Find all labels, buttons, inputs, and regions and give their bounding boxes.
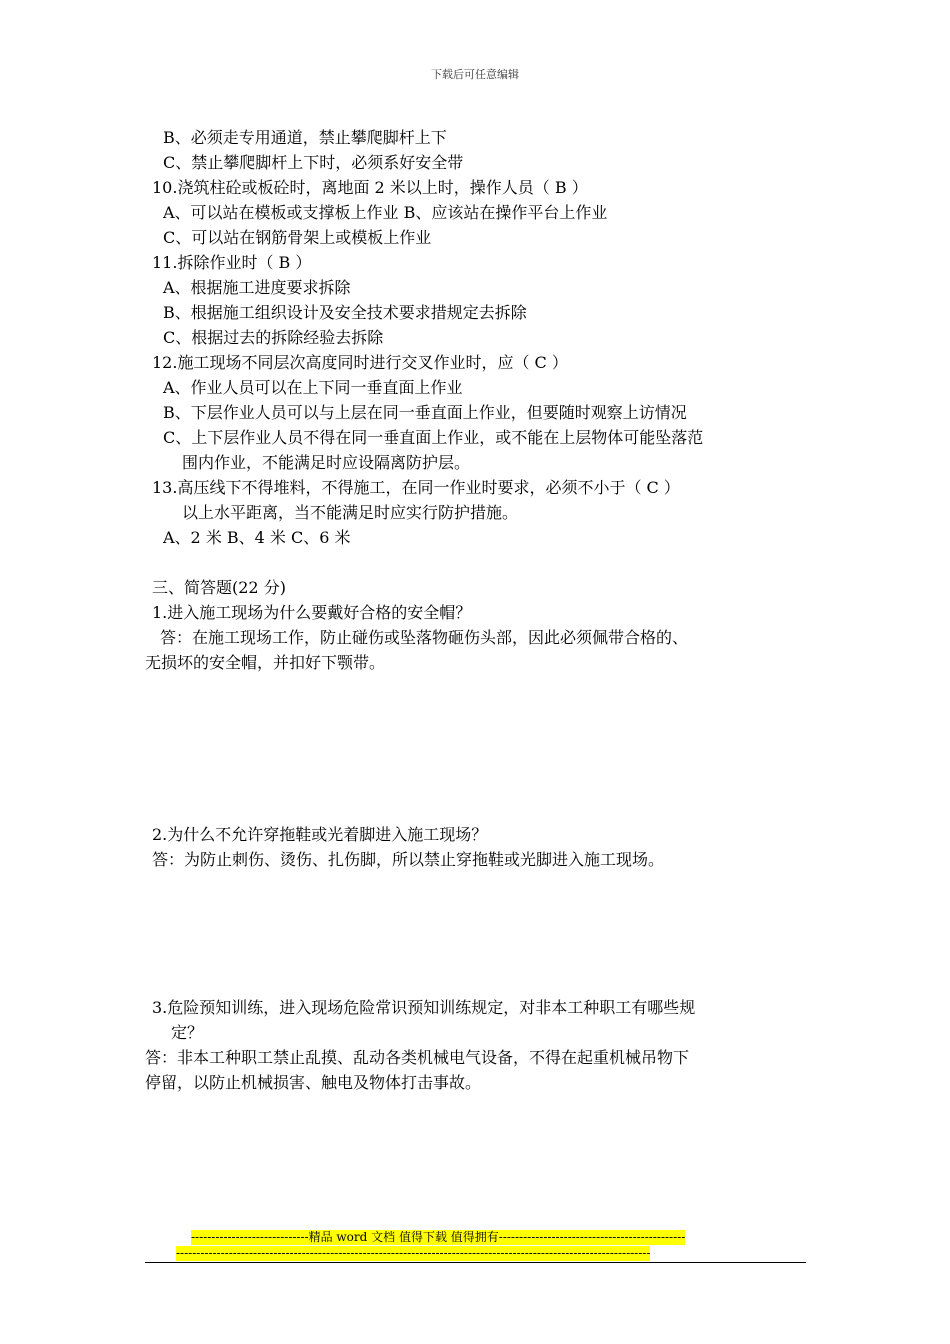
- question-13-cont: 以上水平距离，当不能满足时应实行防护措施。: [182, 503, 519, 522]
- question-12: 12.施工现场不同层次高度同时进行交叉作业时，应（ C ）: [152, 353, 568, 372]
- question-12-option-a: A、作业人员可以在上下同一垂直面上作业: [163, 378, 463, 397]
- footer-banner-line-1: -----------------------------精品 word 文档 值得下载 值得拥有----------------------------------------------: [191, 1230, 686, 1244]
- answer-1-line-1: 答：在施工现场工作，防止碰伤或坠落物砸伤头部，因此必须佩带合格的、: [160, 628, 689, 647]
- answer-3-line-1: 答：非本工种职工禁止乱摸、乱动各类机械电气设备，不得在起重机械吊物下: [145, 1048, 690, 1067]
- question-11-option-a: A、根据施工进度要求拆除: [163, 278, 351, 297]
- question-12-option-c-cont: 围内作业，不能满足时应设隔离防护层。: [182, 453, 471, 472]
- footer-rule: [145, 1262, 806, 1263]
- option-b-line: B、必须走专用通道，禁止攀爬脚杆上下: [163, 128, 447, 147]
- question-12-option-b: B、下层作业人员可以与上层在同一垂直面上作业，但要随时观察上访情况: [163, 403, 687, 422]
- answer-3-line-2: 停留，以防止机械损害、触电及物体打击事故。: [145, 1073, 482, 1092]
- question-10: 10.浇筑柱砼或板砼时，离地面 2 米以上时，操作人员（ B ）: [152, 178, 588, 197]
- question-13: 13.高压线下不得堆料，不得施工，在同一作业时要求，必须不小于（ C ）: [152, 478, 680, 497]
- question-13-options: A、2 米 B、4 米 C、6 米: [163, 528, 351, 547]
- short-question-2: 2.为什么不允许穿拖鞋或光着脚进入施工现场？: [152, 825, 488, 844]
- question-11-option-b: B、根据施工组织设计及安全技术要求措规定去拆除: [163, 303, 527, 322]
- footer-banner-line-2: ---------------------------------------------------------------------------------------------------------------------: [176, 1246, 651, 1260]
- short-question-3-line-2: 定？: [171, 1023, 204, 1042]
- answer-2: 答：为防止刺伤、烫伤、扎伤脚，所以禁止穿拖鞋或光脚进入施工现场。: [152, 850, 665, 869]
- question-10-option-c: C、可以站在钢筋骨架上或模板上作业: [163, 228, 432, 247]
- answer-1-line-2: 无损坏的安全帽，并扣好下颚带。: [145, 653, 386, 672]
- question-12-option-c: C、上下层作业人员不得在同一垂直面上作业，或不能在上层物体可能坠落范: [163, 428, 704, 447]
- question-10-options-ab: A、可以站在模板或支撑板上作业 B、应该站在操作平台上作业: [163, 203, 608, 222]
- short-question-1: 1.进入施工现场为什么要戴好合格的安全帽？: [152, 603, 472, 622]
- option-c-line: C、禁止攀爬脚杆上下时，必须系好安全带: [163, 153, 464, 172]
- short-question-3-line-1: 3.危险预知训练，进入现场危险常识预知训练规定，对非本工种职工有哪些规: [152, 998, 696, 1017]
- page-header: 下载后可任意编辑: [431, 68, 519, 81]
- question-11: 11.拆除作业时（ B ）: [152, 253, 312, 272]
- section-title: 三、简答题(22 分): [152, 578, 286, 597]
- question-11-option-c: C、根据过去的拆除经验去拆除: [163, 328, 384, 347]
